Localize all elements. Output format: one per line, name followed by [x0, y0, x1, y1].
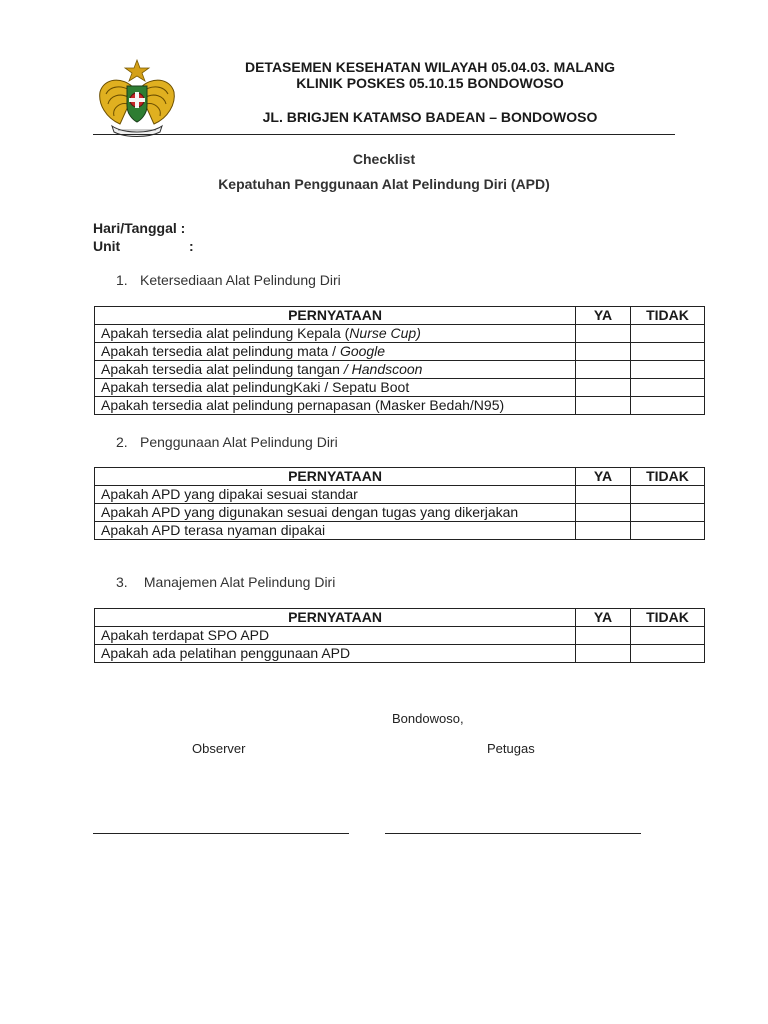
- section-3-heading: [116, 574, 335, 590]
- column-header-no: TIDAK: [631, 307, 705, 325]
- section-title: Penggunaan Alat Pelindung Diri: [140, 434, 338, 450]
- statement-cell: Apakah tersedia alat pelindung tangan / Handscoon: [95, 361, 576, 379]
- unit-field-label: Unit: [93, 238, 121, 254]
- no-checkbox-cell[interactable]: [631, 504, 705, 522]
- military-emblem-icon: [94, 58, 180, 138]
- column-header-statement: PERNYATAAN: [95, 468, 576, 486]
- table-header-row: [95, 468, 705, 486]
- yes-checkbox-cell[interactable]: [576, 343, 631, 361]
- statement-cell: Apakah APD yang digunakan sesuai dengan tugas yang dikerjakan: [95, 504, 576, 522]
- yes-checkbox-cell[interactable]: [576, 645, 631, 663]
- yes-checkbox-cell[interactable]: [576, 504, 631, 522]
- column-header-yes: YA: [576, 307, 631, 325]
- checklist-table-2: [94, 467, 705, 540]
- date-field-label: Hari/Tanggal :: [93, 220, 186, 236]
- statement-cell: Apakah terdapat SPO APD: [95, 627, 576, 645]
- table-row: [95, 397, 705, 415]
- yes-checkbox-cell[interactable]: [576, 361, 631, 379]
- column-header-statement: PERNYATAAN: [95, 307, 576, 325]
- no-checkbox-cell[interactable]: [631, 361, 705, 379]
- no-checkbox-cell[interactable]: [631, 397, 705, 415]
- section-title: Manajemen Alat Pelindung Diri: [140, 574, 336, 590]
- table-row: [95, 379, 705, 397]
- no-checkbox-cell[interactable]: [631, 645, 705, 663]
- document-subtitle: Kepatuhan Penggunaan Alat Pelindung Diri (APD): [218, 176, 550, 192]
- institution-name: DETASEMEN KESEHATAN WILAYAH 05.04.03. MALANG: [244, 59, 616, 75]
- document-title: Checklist: [352, 151, 416, 167]
- checklist-table-1: [94, 306, 705, 415]
- yes-checkbox-cell[interactable]: [576, 627, 631, 645]
- statement-cell: Apakah tersedia alat pelindung Kepala (Nurse Cup): [95, 325, 576, 343]
- unit-field-colon: :: [189, 238, 194, 254]
- yes-checkbox-cell[interactable]: [576, 522, 631, 540]
- officer-signature-line: [385, 833, 641, 834]
- no-checkbox-cell[interactable]: [631, 343, 705, 361]
- table-row: [95, 522, 705, 540]
- no-checkbox-cell[interactable]: [631, 325, 705, 343]
- no-checkbox-cell[interactable]: [631, 627, 705, 645]
- yes-checkbox-cell[interactable]: [576, 379, 631, 397]
- table-row: [95, 325, 705, 343]
- section-1-heading: [116, 272, 341, 288]
- section-title: Ketersediaan Alat Pelindung Diri: [140, 272, 341, 288]
- observer-signature-line: [93, 833, 349, 834]
- yes-checkbox-cell[interactable]: [576, 325, 631, 343]
- table-row: [95, 361, 705, 379]
- no-checkbox-cell[interactable]: [631, 486, 705, 504]
- statement-cell: Apakah tersedia alat pelindungKaki / Sepatu Boot: [95, 379, 576, 397]
- statement-cell: Apakah APD terasa nyaman dipakai: [95, 522, 576, 540]
- no-checkbox-cell[interactable]: [631, 522, 705, 540]
- column-header-no: TIDAK: [631, 468, 705, 486]
- table-row: [95, 486, 705, 504]
- table-header-row: [95, 609, 705, 627]
- statement-cell: Apakah ada pelatihan penggunaan APD: [95, 645, 576, 663]
- officer-label: Petugas: [487, 741, 535, 756]
- column-header-no: TIDAK: [631, 609, 705, 627]
- clinic-name: KLINIK POSKES 05.10.15 BONDOWOSO: [296, 75, 564, 91]
- clinic-address: JL. BRIGJEN KATAMSO BADEAN – BONDOWOSO: [262, 109, 598, 125]
- section-number: 2.: [116, 434, 128, 450]
- yes-checkbox-cell[interactable]: [576, 486, 631, 504]
- no-checkbox-cell[interactable]: [631, 379, 705, 397]
- yes-checkbox-cell[interactable]: [576, 397, 631, 415]
- table-row: [95, 627, 705, 645]
- table-header-row: [95, 307, 705, 325]
- statement-cell: Apakah tersedia alat pelindung pernapasan (Masker Bedah/N95): [95, 397, 576, 415]
- table-row: [95, 645, 705, 663]
- table-row: [95, 343, 705, 361]
- column-header-statement: PERNYATAAN: [95, 609, 576, 627]
- section-number: 3.: [116, 574, 128, 590]
- table-row: [95, 504, 705, 522]
- header-divider: [93, 134, 675, 135]
- column-header-yes: YA: [576, 609, 631, 627]
- section-2-heading: [116, 434, 338, 450]
- statement-cell: Apakah APD yang dipakai sesuai standar: [95, 486, 576, 504]
- statement-cell: Apakah tersedia alat pelindung mata / Google: [95, 343, 576, 361]
- unit-field: [93, 238, 213, 254]
- section-number: 1.: [116, 272, 128, 288]
- signing-place: Bondowoso,: [392, 711, 464, 726]
- observer-label: Observer: [192, 741, 246, 756]
- column-header-yes: YA: [576, 468, 631, 486]
- checklist-table-3: [94, 608, 705, 663]
